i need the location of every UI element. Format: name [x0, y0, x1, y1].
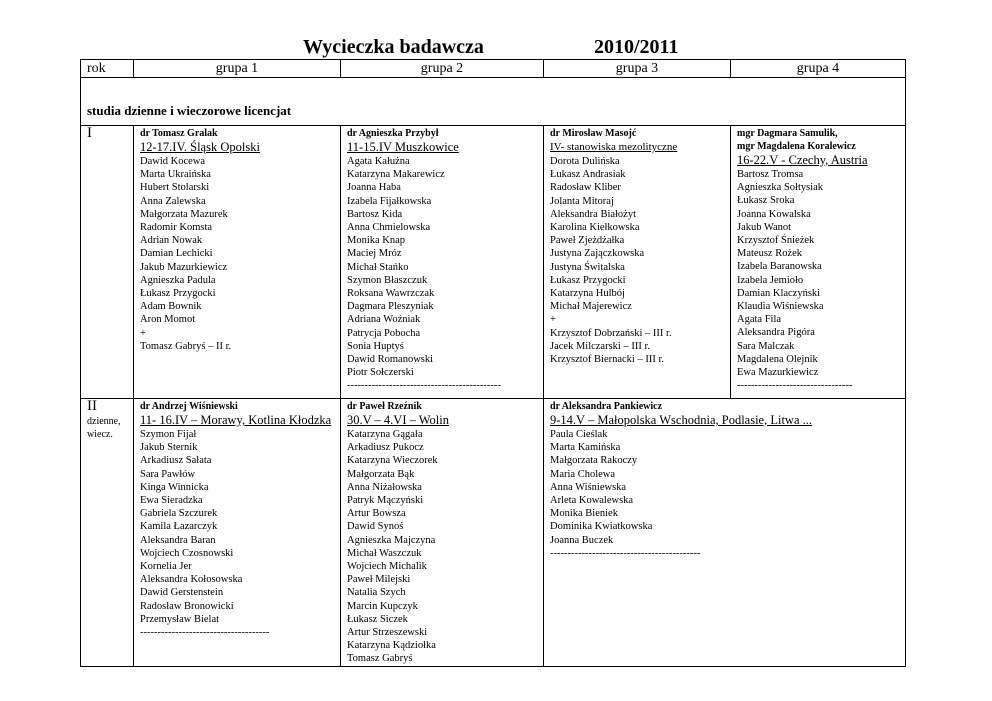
student-name: Paweł Zjeżdżałka [550, 235, 625, 247]
student-name: Jakub Wanot [737, 221, 792, 233]
leader-name: dr Andrzej Wiśniewski [140, 401, 238, 412]
year-row-I [81, 126, 906, 399]
student-name: Kamila Łazarczyk [140, 521, 218, 533]
student-name: Małgorzata Bąk [347, 468, 415, 480]
year-cell-II [81, 399, 134, 667]
student-name: ------------------------------------------- [550, 547, 701, 559]
student-name: Agnieszka Padula [140, 274, 216, 286]
student-name: Szymon Błaszczuk [347, 274, 428, 286]
student-name: Jakub Sternik [140, 442, 198, 454]
student-name: Agnieszka Sołtysiak [737, 182, 824, 194]
document-title: Wycieczka badawcza [303, 36, 484, 58]
student-name: Piotr Sołczerski [347, 367, 414, 379]
student-name: Krzysztof Dobrzański – III r. [550, 327, 672, 339]
student-name: Radosław Kliber [550, 182, 621, 194]
leader-name: dr Paweł Rzeźnik [347, 401, 422, 412]
student-name: Katarzyna Wieczorek [347, 455, 438, 467]
leader-name: dr Tomasz Gralak [140, 128, 218, 139]
student-name: Damian Lechicki [140, 248, 213, 260]
leader-name: dr Aleksandra Pankiewicz [550, 401, 663, 412]
student-name: Ewa Mazurkiewicz [737, 367, 819, 379]
group-cell [544, 126, 731, 399]
section-label: studia dzienne i wieczorowe licencjat [87, 103, 292, 118]
student-name: Izabela Fijałkowska [347, 195, 432, 207]
year-label: II [87, 398, 97, 414]
student-name: Adam Bownik [140, 301, 202, 313]
student-name: Joanna Kowalska [737, 208, 811, 220]
student-name: Katarzyna Hulbój [550, 288, 625, 300]
student-name: Aleksandra Baran [140, 534, 216, 546]
group-cell [341, 126, 544, 399]
student-name: Maria Cholewa [550, 468, 616, 480]
header-row [81, 60, 906, 78]
section-cell [81, 78, 906, 126]
student-name: Dorota Dulińska [550, 156, 620, 167]
student-name: Arleta Kowalewska [550, 495, 634, 507]
student-name: Dawid Gerstenstein [140, 587, 224, 599]
leader-name: mgr Dagmara Samulik, [737, 128, 838, 139]
student-name: Dawid Romanowski [347, 354, 434, 366]
student-list [140, 155, 340, 353]
student-name: Bartosz Kida [347, 208, 403, 220]
student-name: Marta Kamińska [550, 442, 621, 454]
student-name: Sara Pawłów [140, 468, 196, 480]
student-name: + [140, 327, 146, 339]
student-name: Damian Klaczyński [737, 287, 821, 299]
trip-info: 30.V – 4.VI – Wolin [347, 413, 450, 427]
student-name: Krzysztof Biernacki – III r. [550, 354, 664, 366]
academic-year: 2010/2011 [594, 36, 679, 58]
student-name: Dawid Synoś [347, 521, 404, 533]
student-name: Karolina Kiełkowska [550, 222, 640, 234]
student-name: Adrian Nowak [140, 235, 203, 247]
trip-info: 11- 16.IV – Morawy, Kotlina Kłodzka [140, 413, 332, 427]
student-name: Małgorzata Mazurek [140, 208, 228, 220]
student-name: Monika Knap [347, 235, 406, 247]
trip-info: 12-17.IV. Śląsk Opolski [140, 140, 260, 154]
student-name: Patrycja Pobocha [347, 327, 421, 339]
trip-info: 11-15.IV Muszkowice [347, 140, 459, 154]
student-name: Dominika Kwiatkowska [550, 521, 653, 533]
student-name: Paweł Milejski [347, 574, 411, 586]
trip-info: 16-22.V - Czechy, Austria [737, 153, 868, 167]
student-name: Hubert Stolarski [140, 182, 210, 194]
student-name: Gabriela Szczurek [140, 508, 218, 520]
student-name: Radosław Bronowicki [140, 600, 234, 612]
student-name: Monika Bieniek [550, 508, 618, 520]
col-header-grupa-3: grupa 3 [544, 60, 731, 78]
student-name: Agata Kałużna [347, 156, 410, 167]
student-name: Łukasz Przygocki [140, 288, 216, 300]
schedule-table [80, 59, 906, 667]
group-cell [134, 126, 341, 399]
student-name: Łukasz Sroka [737, 195, 795, 207]
student-name: ------------------------------------- [140, 627, 270, 639]
section-row [81, 78, 906, 126]
student-list [550, 155, 730, 366]
student-name: Arkadiusz Sałata [140, 455, 212, 467]
year-sub-label: wiecz. [87, 429, 113, 440]
student-name: Szymon Fijał [140, 429, 197, 440]
student-name: Agata Fila [737, 314, 782, 326]
col-header-grupa-4: grupa 4 [731, 60, 906, 78]
student-name: Artur Strzeszewski [347, 627, 428, 639]
trip-info: 9-14.V – Małopolska Wschodnia, Podlasie, Litwa ... [550, 413, 813, 427]
student-name: Dawid Kocewa [140, 156, 206, 167]
student-name: Anna Chmielowska [347, 222, 431, 234]
year-label: I [87, 125, 92, 141]
student-name: Małgorzata Rakoczy [550, 455, 638, 467]
student-name: Izabela Jemioło [737, 274, 804, 286]
trip-info: IV- stanowiska mezolityczne [550, 141, 678, 153]
student-name: Tomasz Gabryś [347, 653, 413, 665]
student-list [347, 155, 543, 393]
student-name: Artur Bowsza [347, 508, 406, 520]
student-name: Jakub Mazurkiewicz [140, 261, 228, 273]
student-name: Aleksandra Pigóra [737, 327, 815, 339]
leader-name: dr Agnieszka Przybył [347, 128, 439, 139]
student-name: Kinga Winnicka [140, 481, 209, 493]
student-name: Anna Wiśniewska [550, 481, 627, 493]
student-name: Wojciech Michalik [347, 561, 427, 573]
student-name: Bartosz Tromsa [737, 169, 804, 180]
student-name: Dagmara Pleszyniak [347, 301, 434, 313]
student-name: Jolanta Mitoraj [550, 195, 614, 207]
student-name: Radomir Komsta [140, 222, 213, 234]
student-name: Agnieszka Majczyna [347, 534, 436, 546]
student-name: Michał Majerewicz [550, 301, 632, 313]
student-name: Michał Waszczuk [347, 547, 422, 559]
student-name: Michał Stańko [347, 261, 409, 273]
student-name: Natalia Szych [347, 587, 406, 599]
student-name: + [550, 314, 556, 326]
group-cell-merged [544, 399, 906, 667]
student-name: Katarzyna Kądziołka [347, 640, 436, 652]
student-name: Wojciech Czosnowski [140, 547, 234, 559]
group-cell [134, 399, 341, 667]
group-cell [341, 399, 544, 667]
col-header-grupa-2: grupa 2 [341, 60, 544, 78]
student-name: Tomasz Gabryś – II r. [140, 340, 232, 352]
student-name: Adriana Woźniak [347, 314, 421, 326]
student-name: Joanna Buczek [550, 534, 614, 546]
student-name: Arkadiusz Pukocz [347, 442, 424, 454]
student-name: Justyna Świtalska [550, 261, 625, 273]
student-name: Anna Zalewska [140, 195, 206, 207]
student-name: Krzysztof Śnieżek [737, 235, 815, 247]
student-name: Kornelia Jer [140, 561, 192, 573]
student-name: Roksana Wawrzczak [347, 288, 435, 300]
student-name: Izabela Baranowska [737, 261, 822, 273]
year-row-II [81, 399, 906, 667]
student-name: Łukasz Przygocki [550, 274, 626, 286]
leader-name: dr Mirosław Masojć [550, 128, 637, 139]
student-name: Aron Momot [140, 314, 196, 326]
leader-name-2: mgr Magdalena Koralewicz [737, 141, 856, 152]
student-name: Magdalena Olejnik [737, 353, 818, 365]
student-name: Aleksandra Białożyt [550, 208, 637, 220]
student-list [140, 428, 340, 639]
student-name: Katarzyna Makarewicz [347, 169, 445, 181]
col-header-grupa-1: grupa 1 [134, 60, 341, 78]
student-name: Justyna Zajączkowska [550, 248, 645, 260]
student-name: Klaudia Wiśniewska [737, 301, 824, 313]
student-list [347, 428, 543, 666]
student-list [737, 168, 905, 392]
col-header-rok: rok [81, 60, 134, 78]
student-name: Katarzyna Gągała [347, 429, 423, 440]
student-name: -------------------------------------------- [347, 380, 501, 392]
student-name: Łukasz Andrasiak [550, 169, 626, 181]
student-name: Jacek Milczarski – III r. [550, 340, 651, 352]
student-name: Aleksandra Kołosowska [140, 574, 243, 586]
student-name: Łukasz Siczek [347, 613, 408, 625]
student-name: Ewa Sieradzka [140, 495, 203, 507]
student-list [550, 428, 905, 560]
student-name: Patryk Mączyński [347, 495, 424, 507]
group-cell [731, 126, 906, 399]
student-name: Marcin Kupczyk [347, 600, 418, 612]
student-name: Sara Malczak [737, 340, 795, 352]
student-name: Maciej Mróz [347, 248, 402, 260]
year-cell-I [81, 126, 134, 399]
student-name: Paula Cieślak [550, 429, 608, 440]
student-name: Przemysław Bielat [140, 613, 220, 625]
student-name: Anna Niżałowska [347, 481, 422, 493]
student-name: Mateusz Rożek [737, 248, 803, 260]
student-name: Sonia Huptyś [347, 340, 404, 352]
student-name: Joanna Haba [347, 182, 401, 194]
student-name: --------------------------------- [737, 380, 853, 392]
student-name: Marta Ukraińska [140, 169, 211, 181]
year-sub-label: dzienne, [87, 416, 121, 427]
